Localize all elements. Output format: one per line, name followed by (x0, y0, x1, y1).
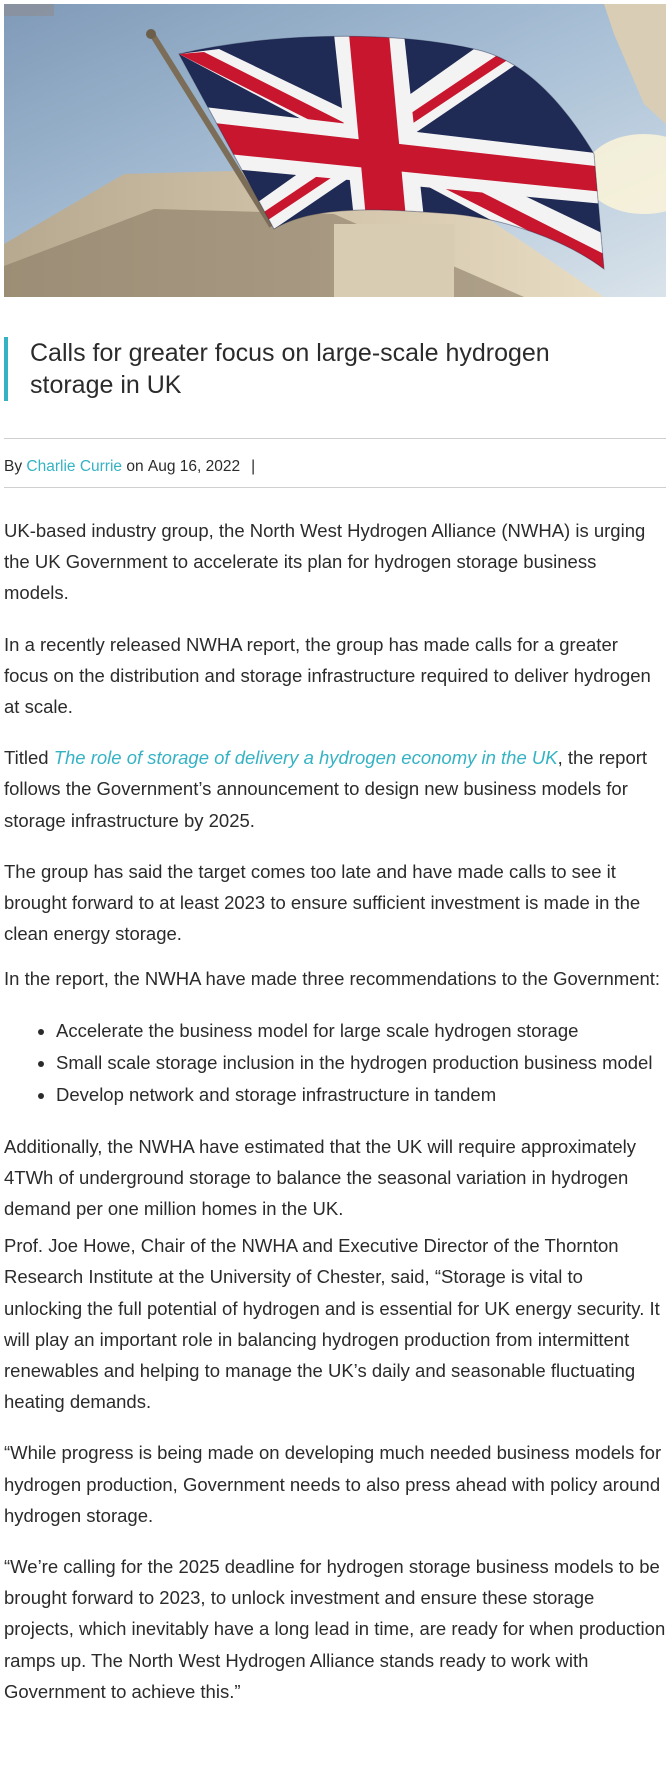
article-title-block (4, 337, 590, 401)
list-item: • Small scale storage inclusion in the hydrogen production business model (56, 1047, 666, 1079)
byline-on: on (126, 458, 144, 475)
titled-prefix: Titled (4, 747, 54, 769)
paragraph: The group has said the target comes too late and have made calls to see it brought forward to at least 2023 to ensure sufficient investment is made in the clean energy storage. (4, 860, 641, 945)
byline-by: By (4, 458, 23, 475)
paragraph: Prof. Joe Howe, Chair of the NWHA and Executive Director of the Thornton Research Institute at the University of Chester, said, “Storage is vital to unlocking the full potential of hydrogen and is essential for UK energy security. It will play an important role in balancing hydrogen production from intermittent renewables and helping to manage the UK’s daily and seasonable fluctuating heating demands. (4, 1235, 660, 1413)
paragraph: “We’re calling for the 2025 deadline for hydrogen storage business models to be brought forward to 2023, to unlock investment and ensure these storage projects, which inevitably have a long lead in time, are ready for when production ramps up. The North West Hydrogen Alliance stands ready to work with Government to achieve this.” (4, 1556, 666, 1702)
paragraph: Additionally, the NWHA have estimated that the UK will require approximately 4TWh of underground storage to balance the seasonal variation in hydrogen demand per one million homes in the UK. (4, 1135, 637, 1220)
paragraph: In the report, the NWHA have made three recommendations to the Government: (4, 968, 661, 990)
publish-date: Aug 16, 2022 (147, 458, 241, 475)
paragraph-titled (4, 742, 666, 836)
hero-image (4, 4, 666, 297)
paragraph: UK-based industry group, the North West Hydrogen Alliance (NWHA) is urging the UK Government to accelerate its plan for hydrogen storage business models. (4, 520, 646, 604)
article-body (4, 515, 666, 1707)
uk-flag-image (4, 4, 666, 297)
report-link[interactable]: The role of storage of delivery a hydrogen economy in the UK (53, 747, 558, 769)
paragraph: “While progress is being made on developing much needed business models for hydrogen production, Government needs to also press ahead with policy around hydrogen storage. (4, 1442, 662, 1526)
list-item: • Develop network and storage infrastructure in tandem (56, 1079, 666, 1111)
divider-bottom (4, 487, 666, 488)
page-title: Calls for greater focus on large-scale hydrogen storage in UK (30, 339, 550, 399)
byline (4, 458, 255, 476)
list-item: • Accelerate the business model for large scale hydrogen storage (56, 1015, 666, 1047)
author-link[interactable]: Charlie Currie (26, 458, 123, 475)
titled-suffix: , the report follows the Government’s announcement to design new business models for storage infrastructure by 2025. (4, 747, 648, 831)
paragraph: In a recently released NWHA report, the group has made calls for a greater focus on the distribution and storage infrastructure required to deliver hydrogen at scale. (4, 633, 651, 718)
recommendations-list (4, 1015, 666, 1111)
byline-separator: | (251, 458, 256, 475)
divider-top (4, 438, 666, 439)
